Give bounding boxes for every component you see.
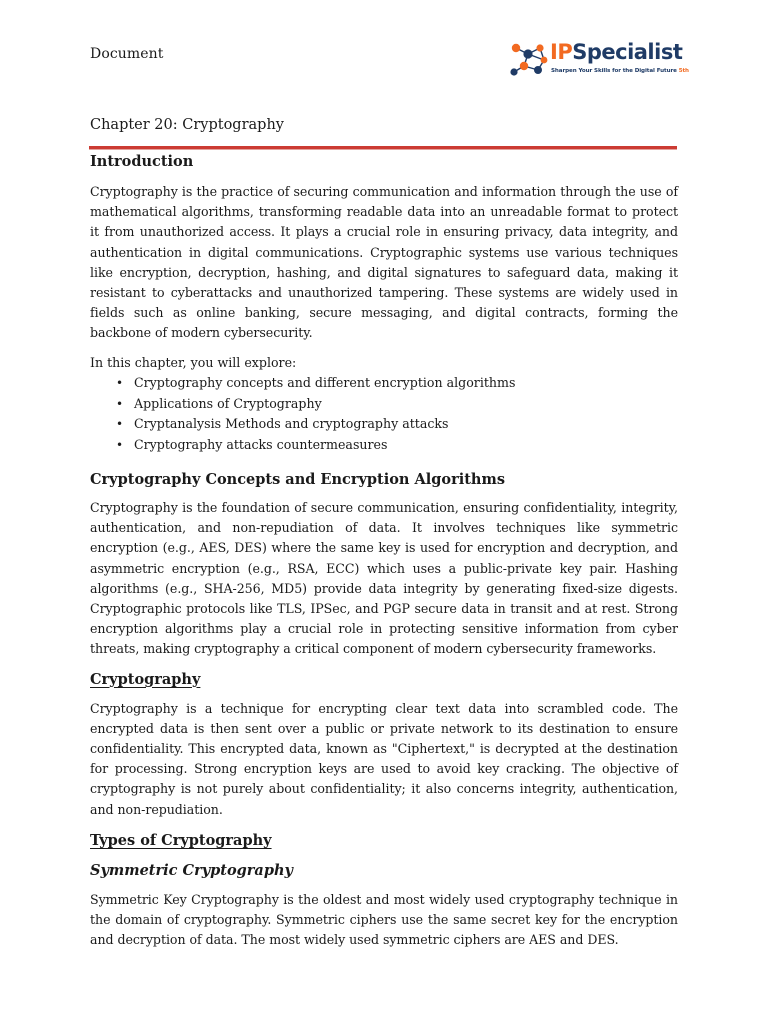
list-item: • Cryptography concepts and different encryption algorithms: [114, 373, 678, 394]
chapter-title: Chapter 20: Cryptography: [90, 117, 284, 133]
header-document-label: Document: [90, 46, 164, 62]
logo-tagline-badge: 5th: [678, 68, 689, 74]
bullet-icon: •: [116, 396, 124, 411]
bullet-icon: •: [116, 438, 124, 453]
cryptography-paragraph: Cryptography is a technique for encrypting clear text data into scrambled code. The encrypted data is then sent over a public or private network to its destination to ensure confidentiality. This encrypted data, known as "Ciphertext," is decrypted at the destination for processing. Strong encryption keys are used to avoid key cracking. The objective of cryptography is not purely about confidentiality; it also concerns integrity, authentication, and non-repudiation.: [90, 700, 678, 817]
logo-network-icon: [508, 40, 550, 80]
bullet-icon: •: [116, 417, 124, 432]
list-item: • Applications of Cryptography: [114, 394, 678, 415]
intro-heading: Introduction: [90, 153, 194, 170]
concepts-paragraph: Cryptography is the foundation of secure communication, ensuring confidentiality, integrity, authentication, and non-repudiation of data. It involves techniques like symmetric encryption (e.g., AES, DES) where the same key is used for encryption and decryption, and asymmetric encryption (e.g., RSA, ECC) which uses a public-private key pair. Hashing algorithms (e.g., SHA-256, MD5) provide data integrity by generating fixed-size digests. Cryptographic protocols like TLS, IPSec, and PGP secure data in transit and at rest. Strong encryption algorithms play a crucial role in protecting sensitive information from cyber threats, making cryptography a critical component of modern cybersecurity frameworks.: [90, 500, 678, 657]
ipspecialist-logo: [508, 38, 689, 82]
chapter-divider: [89, 146, 677, 150]
concepts-heading: Cryptography Concepts and Encryption Algorithms: [90, 471, 505, 489]
list-item: • Cryptography attacks countermeasures: [114, 435, 678, 456]
intro-paragraph: Cryptography is the practice of securing communication and information through the use of mathematical algorithms, transforming readable data into an unreadable format to protect it from unauthorized access. It plays a crucial role in ensuring privacy, data integrity, and authentication in digital communications. Cryptographic systems use various techniques like encryption, decryption, hashing, and digital signatures to safeguard data, making it resistant to cyberattacks and unauthorized tampering. These systems are widely used in fields such as online banking, secure messaging, and digital contracts, forming the backbone of modern cybersecurity.: [90, 184, 678, 341]
symmetric-heading: Symmetric Cryptography: [90, 861, 293, 879]
list-item: • Cryptanalysis Methods and cryptography attacks: [114, 414, 678, 435]
symmetric-paragraph: Symmetric Key Cryptography is the oldest and most widely used cryptography technique in the domain of cryptography. Symmetric ciphers use the same secret key for the encryption and decryption of data. The most widely used symmetric ciphers are AES and DES.: [90, 891, 678, 948]
document-body: [90, 152, 678, 950]
chapter-topics-list: [90, 373, 678, 456]
cryptography-heading: Cryptography: [90, 670, 201, 688]
logo-tagline: Sharpen Your Skills for the Digital Future 5th: [551, 68, 689, 74]
bullet-icon: •: [116, 375, 124, 390]
logo-wordmark: IPSpecialist: [550, 40, 683, 64]
explore-lead: In this chapter, you will explore:: [90, 354, 297, 370]
types-heading: Types of Cryptography: [90, 831, 272, 849]
